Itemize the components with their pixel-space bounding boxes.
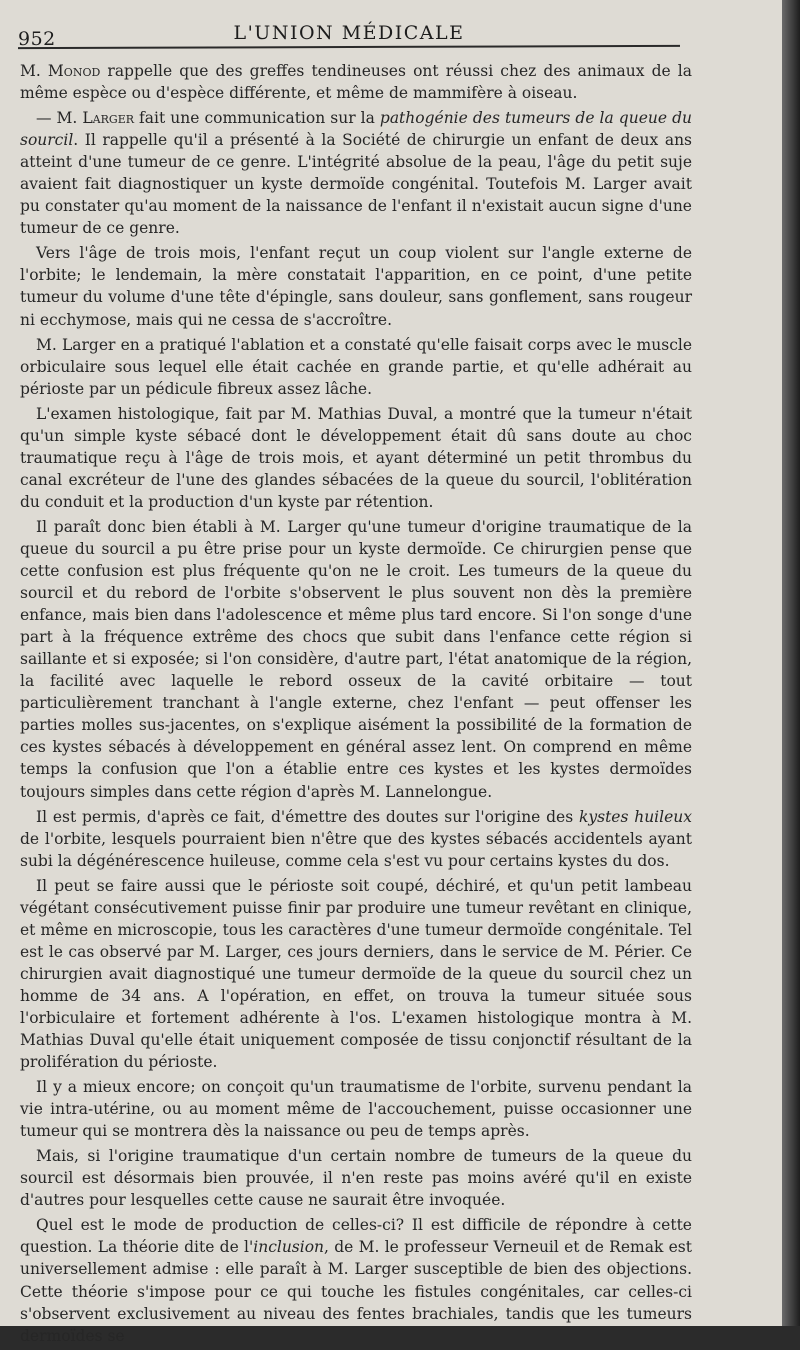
emphasized-term: inclusion xyxy=(253,1238,325,1257)
paragraph: Il paraît donc bien établi à M. Larger qu'une tumeur d'origine traumatique de la queue du sourcil a pu être prise pour un kyste dermoïde. Ce chirurgien pense que cette confusion est plus fréquente qu'on ne le croit. Les tumeurs de la queue du sourcil et du rebord de l'orbite s'observent le plus souvent non dès la première enfance, mais bien dans l'adolescence et même plus tard encore. Si l'on songe d'une part à la fréquence extrême des chocs que subit dans l'enfance cette région si saillante et si exposée; si l'on considère, d'autre part, l'état anatomique de la région, la facilité avec laquelle le rebord osseux de la cavité orbitaire — tout particulièrement tranchant à l'angle externe, chez l'enfant — peut offenser les parties molles sus-jacentes, on s'explique aisément la possibilité de la formation de ces kystes sébacés à développement en général assez lent. On comprend en même temps la confusion que l'on a établie entre ces kystes et les kystes dermoïdes toujours simples dans cette région d'après M. Lannelongue. xyxy=(20,517,692,801)
paragraph-monod xyxy=(20,60,692,104)
scan-edge-shadow xyxy=(782,0,800,1326)
page-number: 952 xyxy=(18,28,56,50)
emphasized-term: kystes huileux xyxy=(578,807,692,826)
speaker-name: M. Larger xyxy=(56,109,135,128)
paragraph-text: . Il rappelle qu'il a présenté à la Société de chirurgie un enfant de deux ans atteint d'une tumeur de ce genre. L'intégrité absolue de la peau, l'âge du petit suje avaient fait diagnostiquer un kyste dermoïde congénital. Toutefois M. Larger avait pu constater qu'au moment de la naissance de l'enfant il n'existait aucun signe d'une tumeur de ce genre. xyxy=(20,131,692,238)
paragraph: Il peut se faire aussi que le périoste soit coupé, déchiré, et qu'un petit lambeau végétant consécutivement puisse finir par produire une tumeur revêtant en clinique, et même en microscopie, tous les caractères d'une tumeur dermoïde congénitale. Tel est le cas observé par M. Larger, ces jours derniers, dans le service de M. Périer. Ce chirurgien avait diagnostiqué une tumeur dermoïde de la queue du sourcil chez un homme de 34 ans. A l'opération, en effet, on trouva la tumeur située sous l'orbiculaire et fortement adhérente à l'os. L'examen histologique montra à M. Mathias Duval qu'elle était uniquement composée de tissu conjonctif résultant de la prolifération du périoste. xyxy=(20,876,692,1072)
paragraph xyxy=(20,1214,692,1346)
running-title: L'UNION MÉDICALE xyxy=(233,22,465,44)
dash: — xyxy=(36,109,57,128)
speaker-name: M. Monod xyxy=(20,62,101,80)
paragraph-text: rappelle que des greffes tendineuses ont réussi chez des animaux de la même espèce ou d'espèce différente, et même de mammifère à oiseau. xyxy=(20,62,693,103)
paragraph xyxy=(20,806,692,872)
paragraph: Mais, si l'origine traumatique d'un certain nombre de tumeurs de la queue du sourcil est désormais bien prouvée, il n'en reste pas moins avéré qu'il en existe d'autres pour lesquelles cette cause ne saurait être invoquée. xyxy=(20,1147,692,1210)
paragraph-text: Il est permis, d'après ce fait, d'émettre des doutes sur l'origine des xyxy=(36,807,579,826)
paragraph: Vers l'âge de trois mois, l'enfant reçut un coup violent sur l'angle externe de l'orbite; le lendemain, la mère constatait l'apparition, en ce point, d'une petite tumeur du volume d'une tête d'épingle, sans douleur, sans gonflement, sans rougeur ni ecchymose, mais qui ne cessa de s'accroître. xyxy=(20,244,692,329)
paragraph-text: Quel est le mode de production de celles-ci? Il est difficile de répondre à cette question. La théorie dite de l' xyxy=(20,1216,692,1257)
paragraph-text: de l'orbite, lesquels pourraient bien n'être que des kystes sébacés accidentels ayant subi la dégénérescence huileuse, comme cela s'est vu pour certains kystes du dos. xyxy=(20,829,692,870)
emphasized-title: pathogénie des tumeurs de la queue du sourcil xyxy=(20,109,692,150)
page-header xyxy=(18,20,680,48)
paragraph: L'examen histologique, fait par M. Mathias Duval, a montré que la tumeur n'était qu'un simple kyste sébacé dont le développement était dû sans doute au choc traumatique reçu à l'âge de trois mois, et ayant déterminé un petit thrombus du canal excréteur de l'une des glandes sébacées de la queue du sourcil, l'oblitération du conduit et la production d'un kyste par rétention. xyxy=(20,404,692,511)
article-body xyxy=(20,60,692,1350)
paragraph-text: fait une communication sur la xyxy=(134,109,380,128)
paragraph-text: , de M. le professeur Verneuil et de Remak est universellement admise : elle paraît à M. Larger susceptible de bien des objections. Cette théorie s'impose pour ce qui touche les fistules congénitales, car celles-ci s'observent exclusivement au niveau des fentes brachiales, tandis que les tumeurs dermoïdes se xyxy=(20,1238,692,1345)
paragraph: M. Larger en a pratiqué l'ablation et a constaté qu'elle faisait corps avec le muscle orbiculaire sous lequel elle était cachée en grande partie, et qu'elle adhérait au périoste par un pédicule fibreux assez lâche. xyxy=(20,335,692,398)
paragraph-larger-intro xyxy=(20,107,692,239)
paragraph: Il y a mieux encore; on conçoit qu'un traumatisme de l'orbite, survenu pendant la vie intra-utérine, ou au moment même de l'accouchement, puisse occasionner une tumeur qui se montrera dès la naissance ou peu de temps après. xyxy=(20,1078,692,1141)
